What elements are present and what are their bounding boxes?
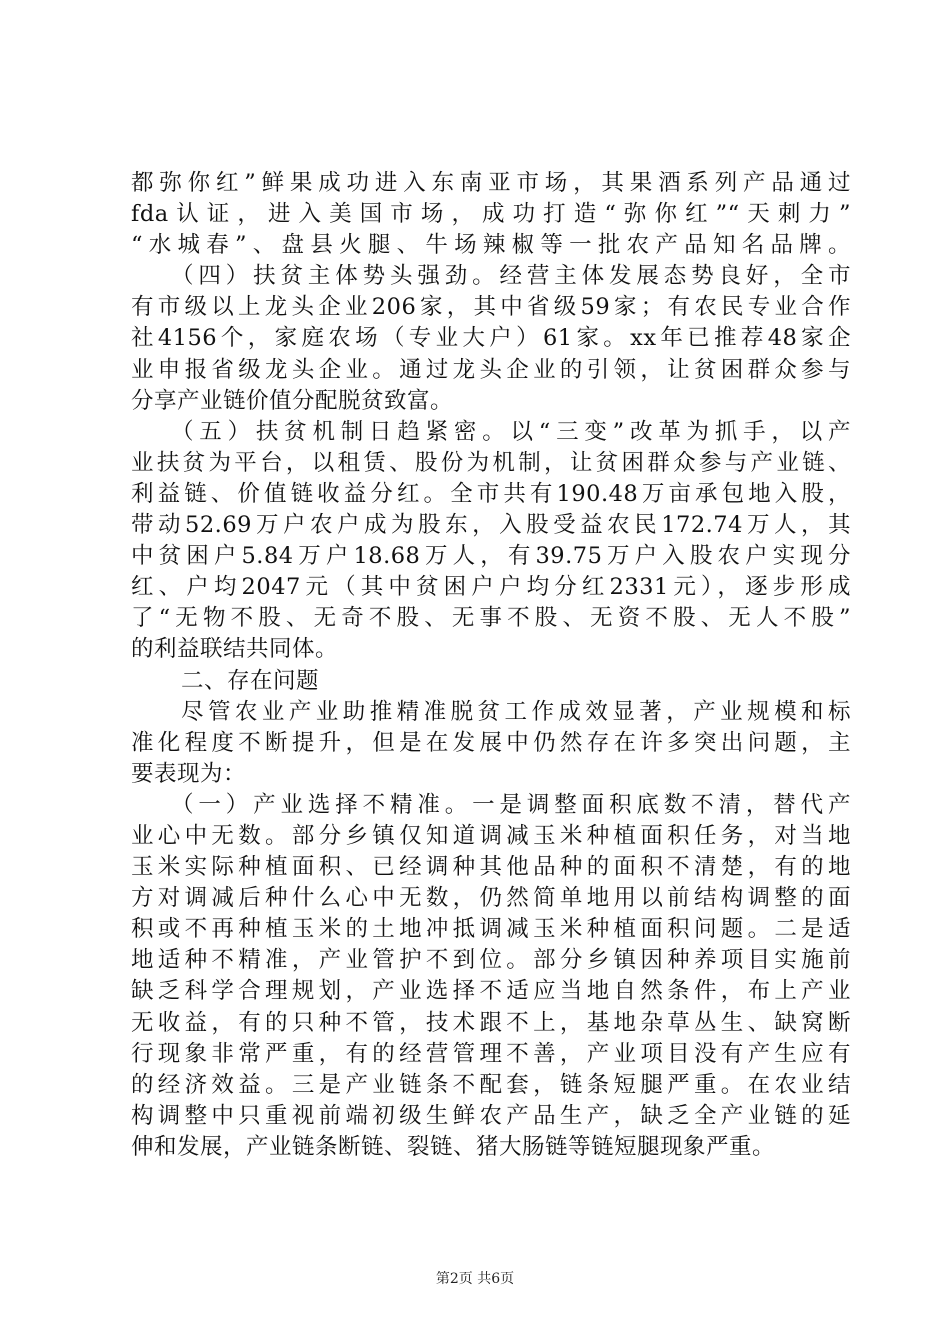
text-line: 积或不再种植玉米的土地冲抵调减玉米种植面积问题。二是适	[131, 916, 851, 943]
text-line: 方对调减后种什么心中无数，仍然简单地用以前结构调整的面	[131, 885, 851, 912]
text-line: 业申报省级龙头企业。通过龙头企业的引领，让贫困群众参与	[131, 356, 851, 383]
text-line: 有市级以上龙头企业206家，其中省级59家；有农民专业合作	[131, 294, 851, 321]
text-line: 缺乏科学合理规划，产业选择不适应当地自然条件，布上产业	[131, 978, 851, 1005]
text-line: 红、户均2047元（其中贫困户户均分红2331元），逐步形成	[131, 574, 851, 601]
section-title-problems: 二、存在问题	[181, 667, 320, 694]
text-line: 构调整中只重视前端初级生鲜农产品生产，缺乏全产业链的延	[131, 1102, 851, 1129]
page-number-footer: 第2页 共6页	[435, 1271, 515, 1287]
section-heading-five: （五）扶贫机制日趋紧密。以“三变”改革为抓手，以产	[171, 418, 851, 445]
text-line: 社4156个，家庭农场（专业大户）61家。xx年已推荐48家企	[131, 325, 851, 352]
section-heading-one: （一）产业选择不精准。一是调整面积底数不清，替代产	[171, 791, 851, 818]
text-line: 业扶贫为平台，以租赁、股份为机制，让贫困群众参与产业链、	[131, 449, 851, 476]
text-line: 地适种不精准，产业管护不到位。部分乡镇因种养项目实施前	[131, 947, 851, 974]
text-line: 尽管农业产业助推精准脱贫工作成效显著，产业规模和标	[181, 698, 851, 725]
text-line: 要表现为：	[131, 760, 247, 787]
text-line: 中贫困户5.84万户18.68万人，有39.75万户入股农户实现分	[131, 543, 851, 570]
document-body	[131, 168, 851, 1163]
text-line: 了“无物不股、无奇不股、无事不股、无资不股、无人不股”	[131, 605, 851, 632]
text-line: 准化程度不断提升，但是在发展中仍然存在许多突出问题，主	[131, 729, 851, 756]
text-line: 业心中无数。部分乡镇仅知道调减玉米种植面积任务，对当地	[131, 822, 851, 849]
text-line: 分享产业链价值分配脱贫致富。	[131, 387, 454, 414]
text-line: “水城春”、盘县火腿、牛场辣椒等一批农产品知名品牌。	[131, 232, 851, 259]
section-heading-four: （四）扶贫主体势头强劲。经营主体发展态势良好，全市	[171, 263, 851, 290]
text-line: 行现象非常严重，有的经营管理不善，产业项目没有产生应有	[131, 1040, 851, 1067]
text-line: 带动52.69万户农户成为股东，入股受益农民172.74万人，其	[131, 512, 851, 539]
text-line: 玉米实际种植面积、已经调种其他品种的面积不清楚，有的地	[131, 854, 851, 881]
text-line: 都弥你红”鲜果成功进入东南亚市场，其果酒系列产品通过	[131, 170, 851, 196]
text-line: 的经济效益。三是产业链条不配套，链条短腿严重。在农业结	[131, 1071, 851, 1098]
text-line: fda认证，进入美国市场，成功打造“弥你红”“天刺力”	[131, 201, 851, 228]
text-line: 利益链、价值链收益分红。全市共有190.48万亩承包地入股，	[131, 480, 851, 507]
text-line: 伸和发展，产业链条断链、裂链、猪大肠链等链短腿现象严重。	[131, 1133, 776, 1160]
text-line: 的利益联结共同体。	[131, 636, 339, 663]
text-line: 无收益，有的只种不管，技术跟不上，基地杂草丛生、缺窝断	[131, 1009, 851, 1036]
